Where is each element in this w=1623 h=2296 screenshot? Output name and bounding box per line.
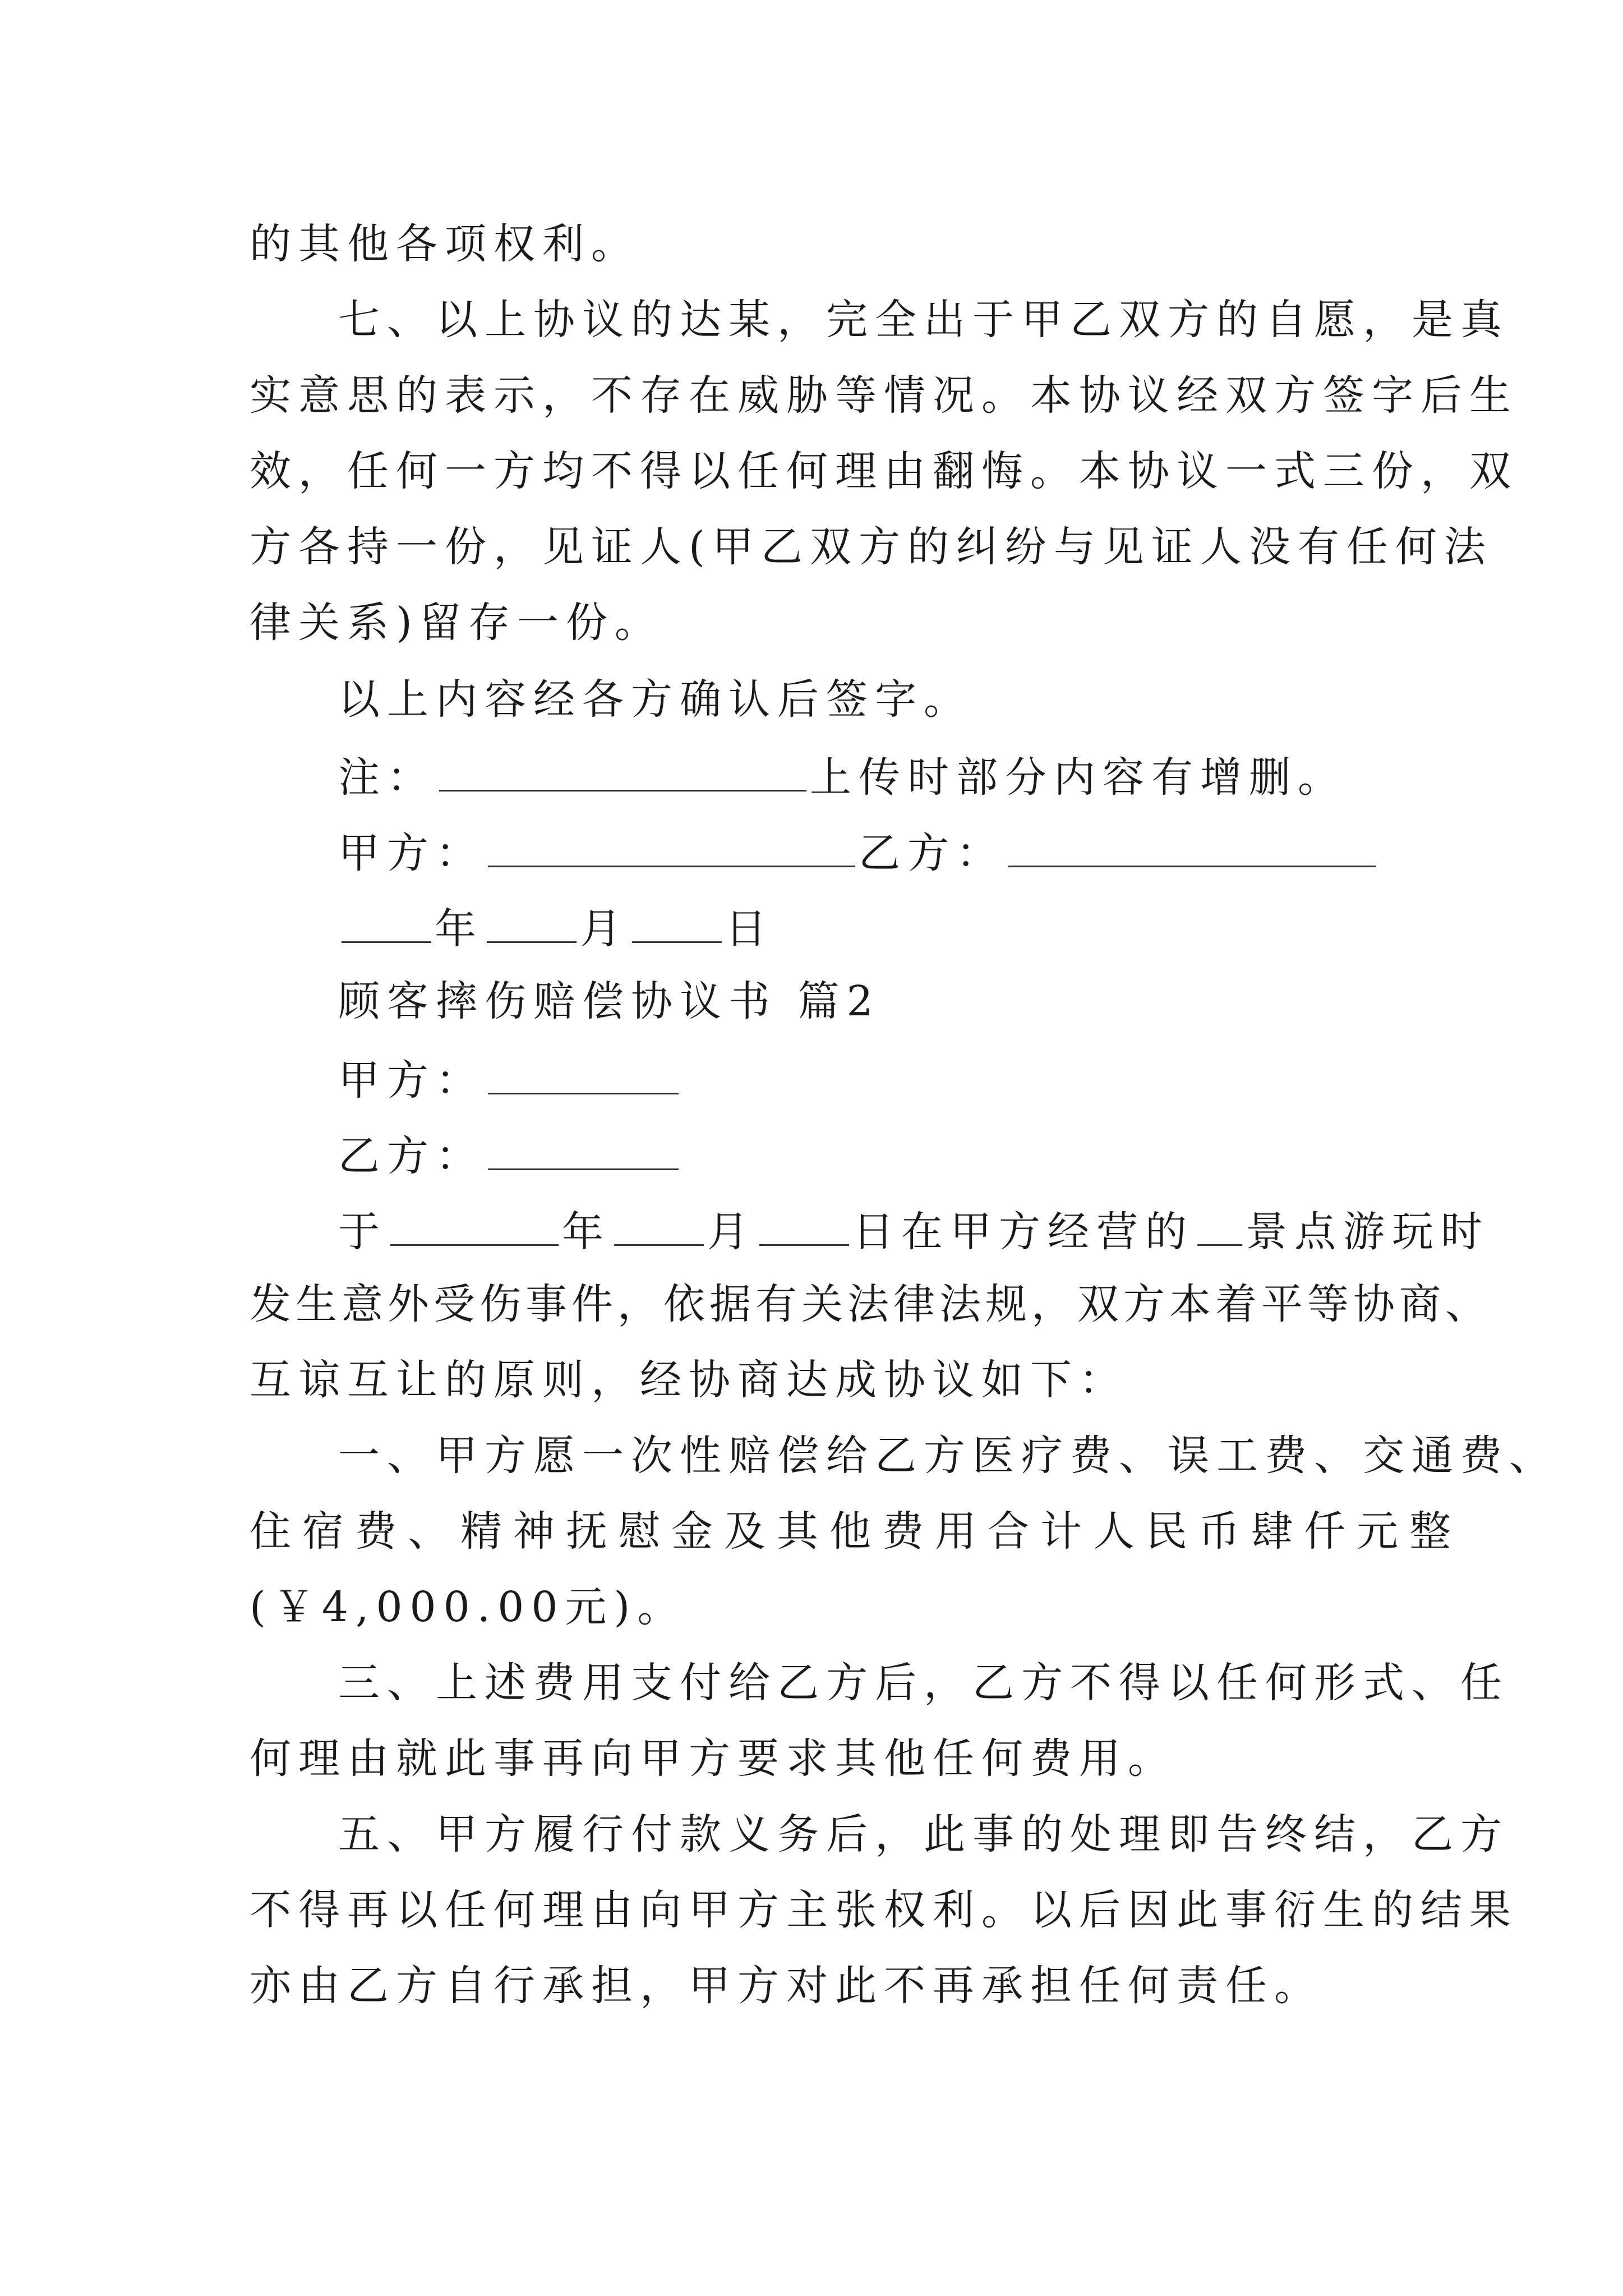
- line-text: 何理由就此事再向甲方要求其他任何费用。: [250, 1734, 1177, 1783]
- line-text: (￥4,000.00元)。: [250, 1583, 686, 1631]
- day-blank: [632, 898, 722, 943]
- paragraph-line: [250, 519, 1493, 575]
- line-text: 五、甲方履行付款义务后，此事的处理即告终结，乙方: [338, 1810, 1509, 1858]
- year-label: 年: [562, 1208, 611, 1256]
- party-b-blank: [1008, 822, 1376, 867]
- party-b-label: 乙方：: [338, 1132, 485, 1180]
- paragraph-line: [250, 1503, 1462, 1559]
- line-text: 效，任何一方均不得以任何理由翻悔。本协议一式三份，双: [250, 447, 1518, 495]
- party-a-label: 甲方：: [338, 829, 485, 877]
- year-blank: [342, 898, 431, 943]
- party-a-label: 甲方：: [338, 1056, 485, 1105]
- note-label: 注：: [338, 753, 436, 802]
- date-line: [338, 898, 1482, 957]
- line-text: 亦由乙方自行承担，甲方对此不再承担任何责任。: [250, 1962, 1323, 2010]
- day-label: 日: [725, 905, 774, 953]
- line-text: 七、以上协议的达某，完全出于甲乙双方的自愿，是真: [338, 296, 1509, 344]
- line-text: 方各持一份，见证人(甲乙双方的纠纷与见证人没有任何法: [250, 523, 1493, 571]
- note-blank: [439, 746, 806, 792]
- year-label: 年: [435, 905, 483, 953]
- party-a-blank: [488, 822, 855, 867]
- line-text: 律关系)留存一份。: [250, 599, 663, 647]
- paragraph-line: [250, 1352, 1394, 1408]
- activity-text: 景点游玩时: [1246, 1208, 1490, 1256]
- paragraph-line: [250, 1731, 1394, 1787]
- paragraph-line: [250, 1958, 1394, 2014]
- clause-five-line: [338, 1806, 1509, 1862]
- site-blank: [1197, 1200, 1242, 1246]
- location-text: 日在甲方经营的: [852, 1208, 1194, 1256]
- party-a-blank: [488, 1049, 679, 1094]
- year-blank: [390, 1200, 559, 1246]
- month-blank: [487, 898, 577, 943]
- on-label: 于: [338, 1208, 387, 1256]
- incident-line: [338, 1200, 1490, 1260]
- paragraph-line: [250, 443, 1518, 499]
- line-text: 互谅互让的原则，经协商达成协议如下：: [250, 1356, 1128, 1404]
- paragraph-line: [250, 595, 1394, 651]
- clause-seven-line: [338, 292, 1509, 348]
- party-b-line: [338, 1125, 1482, 1184]
- section-title: [338, 973, 1482, 1029]
- line-text: 顾客摔伤赔偿协议书 篇2: [338, 977, 880, 1025]
- month-label: 月: [707, 1208, 756, 1256]
- day-blank: [759, 1200, 849, 1246]
- clause-one-line: [338, 1428, 1558, 1484]
- signature-line: [338, 822, 1482, 881]
- party-a-line: [338, 1049, 1482, 1108]
- paragraph-line: [250, 216, 1394, 272]
- note-line: [338, 746, 1482, 806]
- paragraph-line: [250, 367, 1518, 424]
- party-b-label: 乙方：: [859, 829, 1005, 877]
- party-b-blank: [488, 1125, 679, 1170]
- paragraph-line: [250, 1579, 1394, 1635]
- line-text: 的其他各项权利。: [250, 220, 640, 268]
- confirm-line: [338, 671, 1482, 728]
- line-text: 三、上述费用支付给乙方后，乙方不得以任何形式、任: [338, 1659, 1509, 1707]
- month-blank: [614, 1200, 704, 1246]
- line-text: 发生意外受伤事件，依据有关法律法规，双方本着平等协商、: [250, 1280, 1491, 1328]
- paragraph-line: [250, 1276, 1491, 1332]
- line-text: 以上内容经各方确认后签字。: [338, 675, 972, 724]
- line-text: 一、甲方愿一次性赔偿给乙方医疗费、误工费、交通费、: [338, 1432, 1558, 1480]
- note-text: 上传时部分内容有增删。: [810, 753, 1347, 802]
- clause-three-line: [338, 1655, 1509, 1711]
- line-text: 实意思的表示，不存在威胁等情况。本协议经双方签字后生: [250, 371, 1518, 420]
- line-text: 住宿费、精神抚慰金及其他费用合计人民币肆仟元整: [250, 1507, 1462, 1556]
- line-text: 不得再以任何理由向甲方主张权利。以后因此事衍生的结果: [250, 1886, 1518, 1934]
- paragraph-line: [250, 1882, 1518, 1938]
- month-label: 月: [580, 905, 629, 953]
